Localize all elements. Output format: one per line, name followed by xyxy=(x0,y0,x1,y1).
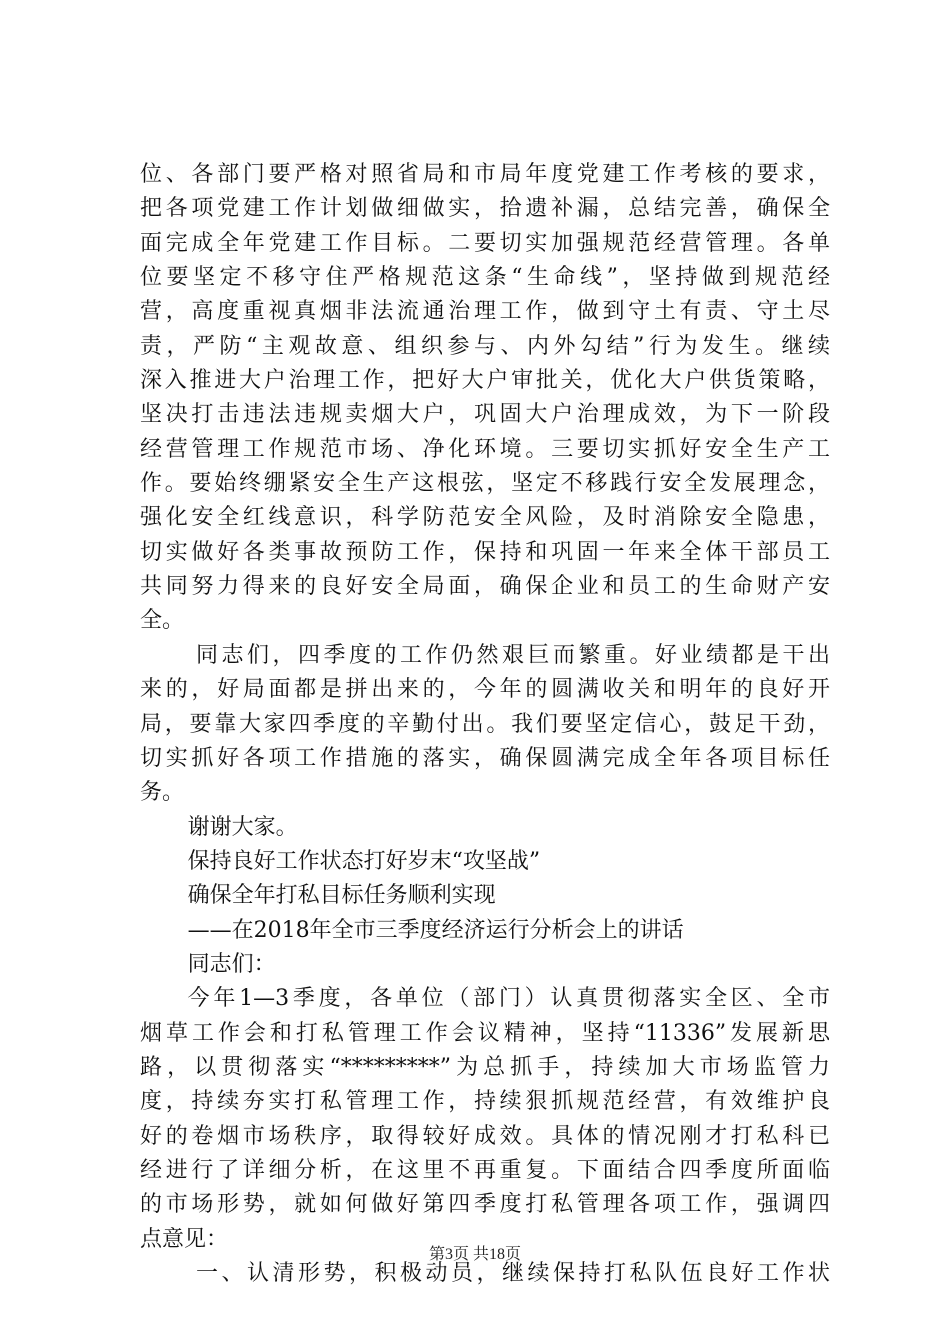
text-line: 位要坚定不移守住严格规范这条“生命线”，坚持做到规范经 xyxy=(140,265,830,291)
text-line: 确保全年打私目标任务顺利实现 xyxy=(187,883,496,909)
text-line: 经进行了详细分析，在这里不再重复。下面结合四季度所面临 xyxy=(140,1157,830,1183)
text-line: 谢谢大家。 xyxy=(187,814,298,840)
text-line: 来的，好局面都是拼出来的，今年的圆满收关和明年的良好开 xyxy=(140,677,830,703)
text-line: 好的卷烟市场秩序，取得较好成效。具体的情况刚才打私科已 xyxy=(140,1123,830,1149)
text-line: 一、认清形势，积极动员，继续保持打私队伍良好工作状 xyxy=(196,1261,830,1286)
text-line: 路，以贯彻落实“*********”为总抓手，持续加大市场监管力 xyxy=(140,1054,830,1080)
text-line: 局，要靠大家四季度的辛勤付出。我们要坚定信心，鼓足干劲， xyxy=(140,711,830,737)
text-line: 面完成全年党建工作目标。二要切实加强规范经营管理。各单 xyxy=(140,230,830,256)
text-line: 同志们，四季度的工作仍然艰巨而繁重。好业绩都是干出 xyxy=(196,642,830,668)
text-line: 位、各部门要严格对照省局和市局年度党建工作考核的要求， xyxy=(140,162,830,187)
text-line: 务。 xyxy=(140,780,185,806)
text-line: 把各项党建工作计划做细做实，拾遗补漏，总结完善，确保全 xyxy=(140,196,830,222)
text-line: 度，持续夯实打私管理工作，持续狠抓规范经营，有效维护良 xyxy=(140,1089,830,1115)
text-line: 责，严防“主观故意、组织参与、内外勾结”行为发生。继续 xyxy=(140,333,830,359)
text-line: 今年1—3季度，各单位（部门）认真贯彻落实全区、全市 xyxy=(187,986,830,1012)
body-text xyxy=(140,158,830,1291)
text-line: 切实做好各类事故预防工作，保持和巩固一年来全体干部员工 xyxy=(140,539,830,565)
text-line: 保持良好工作状态打好岁末“攻坚战” xyxy=(187,848,541,874)
text-line: 全。 xyxy=(140,608,185,634)
text-line: 同志们： xyxy=(187,951,276,977)
text-line: ——在2018年全市三季度经济运行分析会上的讲话 xyxy=(187,917,684,943)
text-line: 切实抓好各项工作措施的落实，确保圆满完成全年各项目标任 xyxy=(140,745,830,771)
text-line: 经营管理工作规范市场、净化环境。三要切实抓好安全生产工 xyxy=(140,436,830,462)
text-line: 深入推进大户治理工作，把好大户审批关，优化大户供货策略， xyxy=(140,368,830,394)
text-line: 强化安全红线意识，科学防范安全风险，及时消除安全隐患， xyxy=(140,505,830,531)
text-line: 烟草工作会和打私管理工作会议精神，坚持“11336”发展新思 xyxy=(140,1020,830,1046)
text-line: 点意见： xyxy=(140,1226,229,1252)
text-line: 作。要始终绷紧安全生产这根弦，坚定不移践行安全发展理念， xyxy=(140,471,830,497)
text-line: 坚决打击违法违规卖烟大户，巩固大户治理成效，为下一阶段 xyxy=(140,402,830,428)
text-line: 的市场形势，就如何做好第四季度打私管理各项工作，强调四 xyxy=(140,1192,830,1218)
page-footer: 第3页 共18页 xyxy=(428,1246,521,1263)
text-line: 营，高度重视真烟非法流通治理工作，做到守土有责、守土尽 xyxy=(140,299,830,325)
text-line: 共同努力得来的良好安全局面，确保企业和员工的生命财产安 xyxy=(140,574,830,600)
